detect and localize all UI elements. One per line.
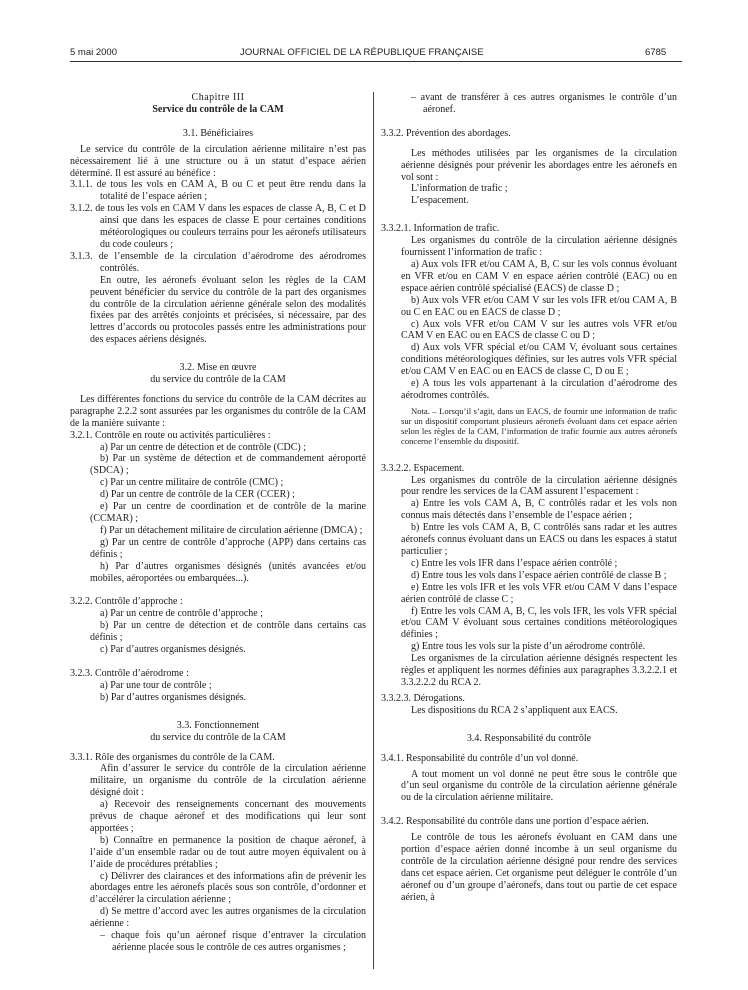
note-text: Nota. – Lorsqu’il s’agit, dans un EACS, de fournir une information de trafic sur un dispositif comportant plusieurs aéronefs évoluant dans cet espace aérien selon les règles de la CAM, l’information de trafic fournie aux autres aéronefs concerne l’ensemble du dispositif. [401,405,677,447]
list-item: d) Aux vols VFR spécial et/ou CAM V, évoluant sous certaines conditions météorologiques définies, sur les autres vols VFR spécial et/ou CAM V en EAC ou en EACS de classe C, D ou E ; [401,342,677,378]
list-item: b) Connaître en permanence la position de chaque aéronef, à l’aide d’un ensemble radar ou de tout autre moyen équivalent ou à l’aide de procédures prétablies ; [90,834,366,870]
subsection-title: 3.3.2.3. Dérogations. [381,692,465,704]
paragraph: A tout moment un vol donné ne peut être sous le contrôle que d’un seul organisme du contrôle de la circulation aérienne générale ou de la circulation aérienne militaire. [401,768,677,804]
paragraph: Les organismes du contrôle de la circulation aérienne désignés pour rendre les services de la CAM assurent l’espacement : [401,474,677,498]
list-item: c) Par d’autres organismes désignés. [100,644,246,656]
list-item: c) Délivrer des clairances et des informations afin de prévenir les abordages entre les aéronefs placés sous son contrôle, d’ordonner et d’accélérer la circulation aérienne ; [90,870,366,906]
list-item: e) Entre les vols IFR et les vols VFR et/ou CAM V dans l’espace aérien contrôlé de classe C ; [401,581,677,605]
list-item: b) Par d’autres organismes désignés. [100,691,247,703]
subsection-title: 3.2.2. Contrôle d’approche : [70,596,183,608]
header-rule [70,61,682,62]
chapter-title: Service du contrôle de la CAM [152,103,284,115]
subsection-title: 3.2.3. Contrôle d’aérodrome : [70,667,189,679]
section-heading: 3.1. Bénéficiaires [182,127,254,139]
subsection-title: 3.3.2.2. Espacement. [381,462,465,474]
list-item: c) Par un centre militaire de contrôle (CMC) ; [100,477,284,489]
numbered-item: 3.1.3. de l’ensemble de la circulation d’aérodrome des aérodromes contrôlés. [70,250,366,274]
numbered-item: 3.1.2. de tous les vols en CAM V dans les espaces de classe A, B, C et D ainsi que dans les espaces de classe E pour certaines conditions météorologiques ou couleurs terrains pour les aéronefs utilisateurs du code couleurs ; [70,203,366,250]
list-item: L’information de trafic ; [411,183,508,195]
subsection-title: 3.3.2. Prévention des abordages. [381,127,511,139]
list-item: f) Par un détachement militaire de circulation aérienne (DMCA) ; [100,524,363,536]
list-item: b) Par un centre de détection et de contrôle dans certains cas définis ; [90,620,366,644]
list-item: d) Se mettre d’accord avec les autres organismes de la circulation aérienne : [90,906,366,930]
dash-item: – chaque fois qu’un aéronef risque d’entraver la circulation aérienne placée sous le contrôle de ces autres organismes ; [100,930,366,953]
chapter-label: Chapitre III [191,92,245,103]
list-item: f) Entre les vols CAM A, B, C, les vols IFR, les vols VFR spécial et/ou CAM V évoluant sous certaines conditions météorologiques définies ; [401,605,677,641]
list-item: a) Par une tour de contrôle ; [100,679,212,691]
paragraph: Afin d’assurer le service du contrôle de la circulation aérienne militaire, un organisme du contrôle de la circulation aérienne désigné doit : [90,763,366,799]
right-column [381,92,677,904]
subsection-title: 3.4.1. Responsabilité du contrôle d’un vol donné. [381,752,579,764]
list-item: a) Aux vols IFR et/ou CAM A, B, C sur les vols connus évoluant en VFR et/ou en CAM V en espace aérien contrôlé (EAC) ou en espace aérien contrôlé spécialisé (EACS) de classe D ; [401,258,677,294]
list-item: e) Par un centre de coordination et de contrôle de la marine (CCMAR) ; [90,501,366,524]
list-item: b) Par un système de détection et de commandement aéroporté (SDCA) ; [90,453,366,477]
paragraph: Les méthodes utilisées par les organismes de la circulation aérienne désignés pour prévenir les abordages entre les aéronefs en vol sont : [401,147,677,183]
column-divider [373,92,374,969]
header-page-number: 6785 [645,47,667,58]
subsection-title: 3.4.2. Responsabilité du contrôle dans une portion d’espace aérien. [381,816,649,828]
list-item: e) A tous les vols appartenant à la circulation d’aérodrome des aérodromes contrôlés. [401,378,677,401]
list-item: c) Entre les vols IFR dans l’espace aérien contrôlé ; [411,557,618,569]
paragraph: En outre, les aéronefs évoluant selon les règles de la CAM peuvent bénéficier du service du contrôle de la part des organismes du contrôle de la circulation aérienne générale selon des modalités fixées par des arrêtés conjoints et précisées, si nécessaire, par des lettres d’accords ou protocoles passés entre les administrations pour des espaces aériens désignés. [90,274,366,346]
dash-item: – avant de transférer à ces autres organismes le contrôle d’un aéronef. [411,92,677,115]
list-item: L’espacement. [411,195,469,207]
paragraph: Les organismes du contrôle de la circulation aérienne désignés fournissent l’information de trafic : [401,235,677,259]
header-date: 5 mai 2000 [70,47,118,58]
list-item: d) Entre tous les vols dans l’espace aérien contrôlé de classe B ; [411,569,667,581]
subsection-title: 3.3.2.1. Information de trafic. [381,223,500,235]
list-item: a) Par un centre de contrôle d’approche ; [100,608,263,620]
list-item: b) Entre les vols CAM A, B, C contrôlés sans radar et les autres aéronefs connus évoluant dans un EACS ou dans les espaces à statut particulier ; [401,522,677,557]
section-heading: 3.3. Fonctionnement [176,719,260,731]
section-heading-sub: du service du contrôle de la CAM [150,731,286,743]
numbered-item: 3.1.1. de tous les vols en CAM A, B ou C et peut être rendu dans la totalité de l’espace aérien ; [70,179,366,203]
list-item: a) Entre les vols CAM A, B, C contrôlés radar et les vols non connus mais détectés dans l’ensemble de l’espace aérien ; [401,498,677,522]
paragraph: Le service du contrôle de la circulation aérienne militaire n’est pas nécessairement lié à une structure ou à un statut d’espace aérien déterminé. Il est assuré au bénéfice : [70,143,366,179]
paragraph: Les dispositions du RCA 2 s’appliquent aux EACS. [411,704,618,716]
list-item: g) Par un centre de contrôle d’approche (APP) dans certains cas définis ; [90,536,366,560]
section-heading: 3.4. Responsabilité du contrôle [466,732,592,744]
subsection-title: 3.3.1. Rôle des organismes du contrôle de la CAM. [70,751,275,763]
header-journal-title: JOURNAL OFFICIEL DE LA RÉPUBLIQUE FRANÇAISE [240,47,484,58]
paragraph: Les différentes fonctions du service du contrôle de la CAM décrites au paragraphe 2.2.2 sont assurées par les organismes du contrôle de la CAM de la manière suivante : [70,393,366,429]
list-item: a) Par un centre de détection et de contrôle (CDC) ; [100,441,307,453]
left-column [70,92,366,954]
list-item: c) Aux vols VFR et/ou CAM V sur les autres vols VFR et/ou CAM V en EAC ou en EACS de classe C ou D ; [401,318,677,342]
list-item: b) Aux vols VFR et/ou CAM V sur les vols IFR et/ou CAM A, B ou C en EAC ou en EACS de classe D ; [401,294,677,318]
paragraph: Les organismes de la circulation aérienne désignés respectent les règles et appliquent les normes définies aux paragraphes 3.3.2.2.1 et 3.3.2.2.2 du RCA 2. [401,653,677,688]
paragraph: Le contrôle de tous les aéronefs évoluant en CAM dans une portion d’espace aérien donné incombe à un seul organisme du contrôle de la circulation aérienne désigné pour rendre des services dans cet espace aérien. Cet organisme peut déléguer le contrôle d’un aéronef ou d’un groupe d’aéronefs, dans tout ou partie de cet espace aérien, à [401,832,677,903]
list-item: d) Par un centre de contrôle de la CER (CCER) ; [100,489,295,501]
list-item: g) Entre tous les vols sur la piste d’un aérodrome contrôlé. [411,641,646,653]
list-item: a) Recevoir des renseignements concernant des mouvements prévus de chaque aéronef et des modifications qui leur sont apportées ; [90,799,366,834]
section-heading-sub: du service du contrôle de la CAM [150,374,286,386]
section-heading: 3.2. Mise en œuvre [179,362,257,374]
subsection-title: 3.2.1. Contrôle en route ou activités particulières : [70,429,271,441]
list-item: h) Par d’autres organismes désignés (unités avancées et/ou mobiles, aéroportées ou embarquées...). [90,560,366,584]
